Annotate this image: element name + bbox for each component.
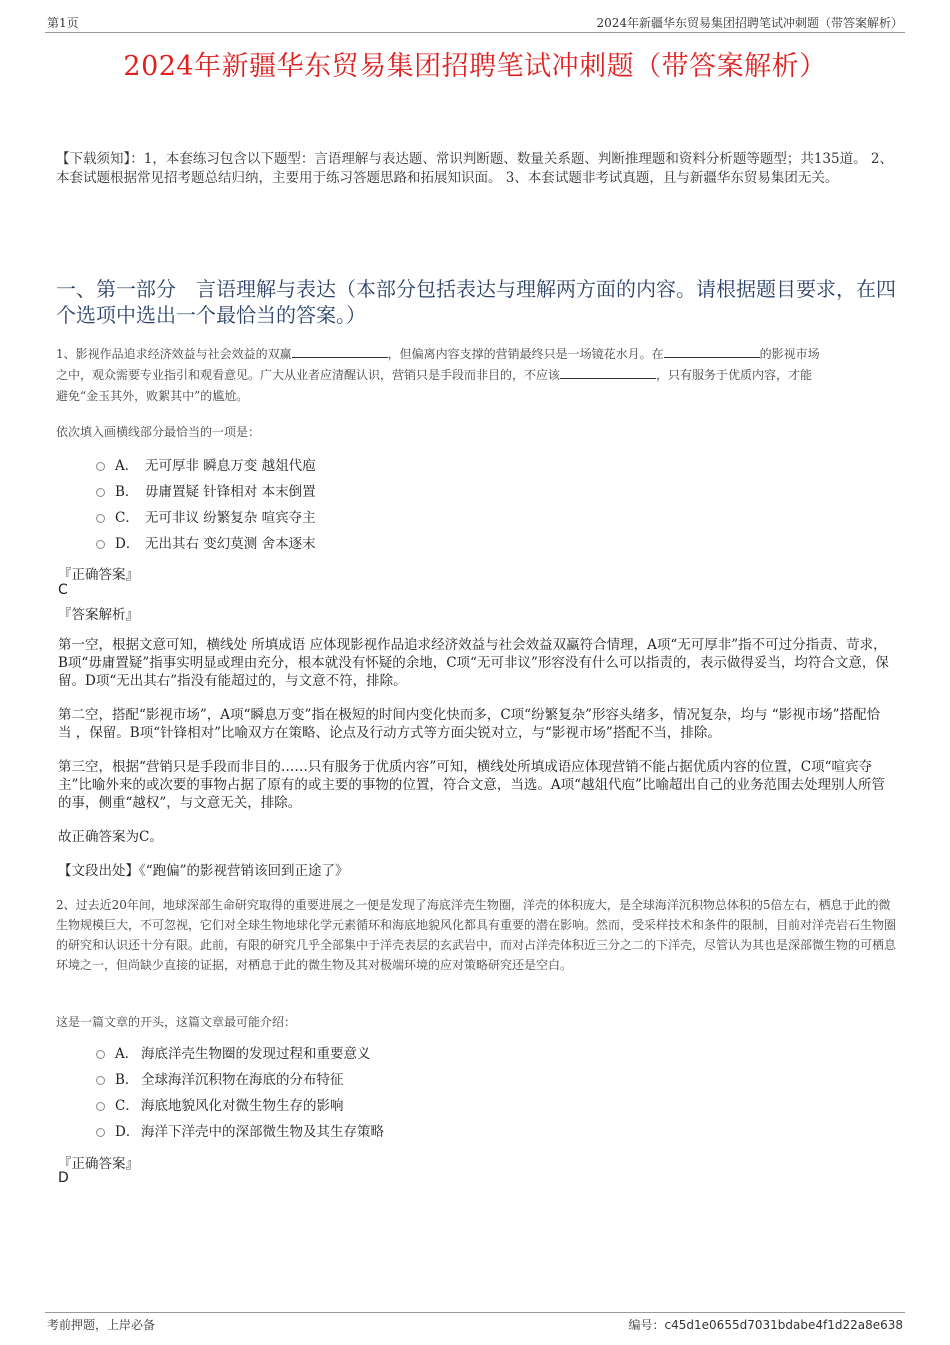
option-text: 毋庸置疑 针锋相对 本末倒置 xyxy=(145,484,316,500)
option-c[interactable] xyxy=(96,505,316,531)
analysis-paragraph-3: 第三空，根据“营销只是手段而非目的……只有服务于优质内容”可知，横线处所填成语应体现营销不能占据优质内容的位置，C项“喧宾夺主”比喻外来的或次要的事物占据了原有的或主要的事物的位置，符合文意，当选。A项“越俎代庖”比喻超出自己的业务范围去处理别人所管的事，侧重“越权”，与文意无关，排除。 xyxy=(58,759,885,811)
option-key: D． xyxy=(115,536,140,552)
analysis-paragraph-2: 第二空，搭配“影视市场”，A项“瞬息万变”指在极短的时间内变化快而多，C项“纷繁复杂”形容头绪多，情况复杂，均与 “影视市场”搭配恰当 ，保留。B项“针锋相对”比喻双方在策略、论点及行动方式等方面尖锐对立，与“影视市场”搭配不当，排除。 xyxy=(58,707,881,741)
footer-code xyxy=(629,1316,903,1333)
answer-label: 『正确答案』 xyxy=(58,1156,139,1172)
answer-value: D xyxy=(58,1170,69,1186)
page-number: 第1页 xyxy=(47,16,79,30)
question-1-prompt: 依次填入画横线部分最恰当的一项是： xyxy=(56,425,261,439)
answer-label: 『正确答案』 xyxy=(58,567,139,583)
q1-text-part: 1、影视作品追求经济效益与社会效益的双赢 xyxy=(56,347,292,361)
footer-code-label: 编号： xyxy=(628,1318,665,1332)
option-text: 无出其右 变幻莫测 舍本逐末 xyxy=(145,536,316,552)
radio-icon[interactable] xyxy=(96,1076,105,1085)
option-c[interactable] xyxy=(96,1093,384,1119)
q1-text-part: 避免“金玉其外，败絮其中”的尴尬。 xyxy=(56,389,249,403)
option-a[interactable] xyxy=(96,453,316,479)
footer-divider xyxy=(45,1312,905,1313)
radio-icon[interactable] xyxy=(96,488,105,497)
option-text: 无可非议 纷繁复杂 喧宾夺主 xyxy=(145,510,316,526)
option-key: C． xyxy=(115,510,139,526)
page-title: 2024年新疆华东贸易集团招聘笔试冲刺题（带答案解析） xyxy=(123,51,827,82)
option-d[interactable] xyxy=(96,531,316,557)
q1-text-part: ，但偏离内容支撑的营销最终只是一场镜花水月。在 xyxy=(387,347,664,361)
option-text: 海底洋壳生物圈的发现过程和重要意义 xyxy=(141,1046,371,1062)
option-key: A． xyxy=(115,458,139,474)
question-1-options xyxy=(96,453,316,557)
option-text: 海底地貌风化对微生物生存的影响 xyxy=(141,1098,344,1114)
option-key: D． xyxy=(115,1124,140,1140)
option-text: 无可厚非 瞬息万变 越俎代庖 xyxy=(145,458,316,474)
download-notice: 【下载须知】：1，本套练习包含以下题型：言语理解与表达题、常识判断题、数量关系题、判断推理题和资料分析题等题型；共135道。 2、本套试题根据常见招考题总结归纳，主要用于练习答题思路和拓展知识面。 3、本套试题非考试真题，且与新疆华东贸易集团无关。 xyxy=(56,151,893,186)
option-text: 全球海洋沉积物在海底的分布特征 xyxy=(141,1072,344,1088)
radio-icon[interactable] xyxy=(96,514,105,523)
option-b[interactable] xyxy=(96,1067,384,1093)
question-1-stem xyxy=(56,344,901,407)
radio-icon[interactable] xyxy=(96,1102,105,1111)
option-key: B． xyxy=(115,1072,139,1088)
q1-text-part: 之中，观众需要专业指引和观看意见。广大从业者应清醒认识，营销只是手段而非目的，不应该 xyxy=(56,368,561,382)
fill-blank-3[interactable] xyxy=(560,366,656,379)
footer-slogan: 考前押题，上岸必备 xyxy=(47,1318,156,1332)
option-key: B． xyxy=(115,484,139,500)
fill-blank-2[interactable] xyxy=(664,345,760,358)
option-key: C． xyxy=(115,1098,139,1114)
radio-icon[interactable] xyxy=(96,462,105,471)
option-b[interactable] xyxy=(96,479,316,505)
q1-text-part: 的影视市场 xyxy=(759,347,820,361)
answer-value: C xyxy=(58,582,68,598)
footer-code-value: c45d1e0655d7031bdabe4f1d22a8e638 xyxy=(664,1318,903,1332)
passage-source: 【文段出处】《“跑偏”的影视营销该回到正途了》 xyxy=(58,863,349,879)
question-2-stem: 2、过去近20年间，地球深部生命研究取得的重要进展之一便是发现了海底洋壳生物圈，洋壳的体积庞大，是全球海洋沉积物总体积的5倍左右，栖息于此的微生物规模巨大，不可忽视，它们对全球生物地球化学元素循环和海底地貌风化都具有重要的潜在影响。然而，受采样技术和条件的限制，目前对洋壳岩石生物圈的研究和认识还十分有限。此前，有限的研究几乎全部集中于洋壳表层的玄武岩中，而对占洋壳体积近三分之二的下洋壳，尽管认为其也是深部微生物的可栖息环境之一，但尚缺少直接的证据，对栖息于此的微生物及其对极端环境的应对策略研究还是空白。 xyxy=(56,898,897,972)
question-2-prompt: 这是一篇文章的开头，这篇文章最可能介绍： xyxy=(56,1015,297,1029)
radio-icon[interactable] xyxy=(96,1128,105,1137)
fill-blank-1[interactable] xyxy=(292,345,388,358)
question-2-options xyxy=(96,1041,384,1145)
option-key: A． xyxy=(115,1046,139,1062)
radio-icon[interactable] xyxy=(96,1050,105,1059)
option-a[interactable] xyxy=(96,1041,384,1067)
q1-text-part: ，只有服务于优质内容，才能 xyxy=(656,368,813,382)
analysis-label: 『答案解析』 xyxy=(58,607,139,623)
analysis-conclusion: 故正确答案为C。 xyxy=(58,829,163,845)
header-doc-title: 2024年新疆华东贸易集团招聘笔试冲刺题（带答案解析） xyxy=(596,16,903,30)
option-text: 海洋下洋壳中的深部微生物及其生存策略 xyxy=(141,1124,384,1140)
analysis-paragraph-1: 第一空，根据文意可知，横线处 所填成语 应体现影视作品追求经济效益与社会效益双赢符合情理，A项“无可厚非”指不可过分指责、苛求，B项“毋庸置疑”指事实明显或理由充分，根本就没有怀疑的余地，C项“无可非议”形容没有什么可以指责的，表示做得妥当，均符合文意，保留。D项“无出其右”指没有能超过的，与文意不符，排除。 xyxy=(58,637,889,689)
header-divider xyxy=(45,32,905,33)
option-d[interactable] xyxy=(96,1119,384,1145)
radio-icon[interactable] xyxy=(96,540,105,549)
section-heading: 一、第一部分 言语理解与表达（本部分包括表达与理解两方面的内容。请根据题目要求，在四个选项中选出一个最恰当的答案。） xyxy=(56,277,896,327)
